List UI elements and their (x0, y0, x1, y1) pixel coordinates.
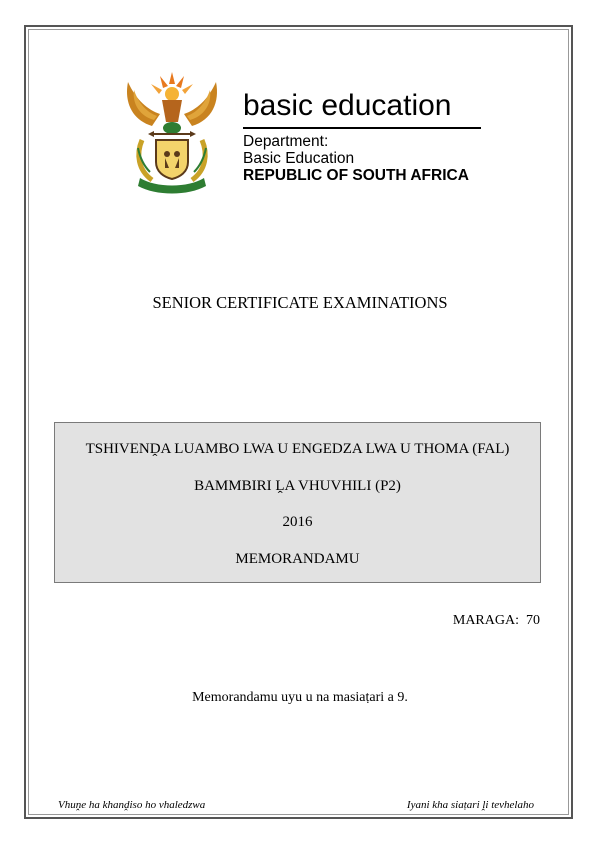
exam-year: 2016 (282, 514, 313, 530)
subject-name: TSHIVENḒA LUAMBO LWA U ENGEDZA LWA U THOMA (FAL) (85, 441, 510, 457)
document-type: MEMORANDAMU (235, 551, 360, 567)
subject-box (54, 422, 541, 583)
brand-title: basic education (243, 89, 452, 122)
brand-divider (243, 127, 481, 129)
protea-icon (148, 122, 196, 137)
country-name: REPUBLIC OF SOUTH AFRICA (243, 167, 469, 184)
department-name: Basic Education (243, 150, 355, 167)
sun-icon (151, 72, 193, 101)
paper-name: BAMMBIRI ḼA VHUVHILI (P2) (194, 478, 401, 494)
total-marks: MARAGA: 70 (452, 613, 540, 628)
exam-title: SENIOR CERTIFICATE EXAMINATIONS (152, 293, 448, 312)
coat-of-arms-logo (122, 70, 222, 195)
shield-icon (156, 140, 188, 179)
motto-ribbon-icon (138, 178, 206, 194)
department-label: Department: (243, 133, 329, 150)
footer-continue-note: Iyani kha siaṭari ḽi tevhelaho (406, 799, 534, 811)
page-count-note: Memorandamu uyu u na masiaṭari a 9. (192, 690, 408, 705)
footer-copyright-note: Vhuṋe ha khanḓiso ho vhaledzwa (58, 799, 206, 811)
